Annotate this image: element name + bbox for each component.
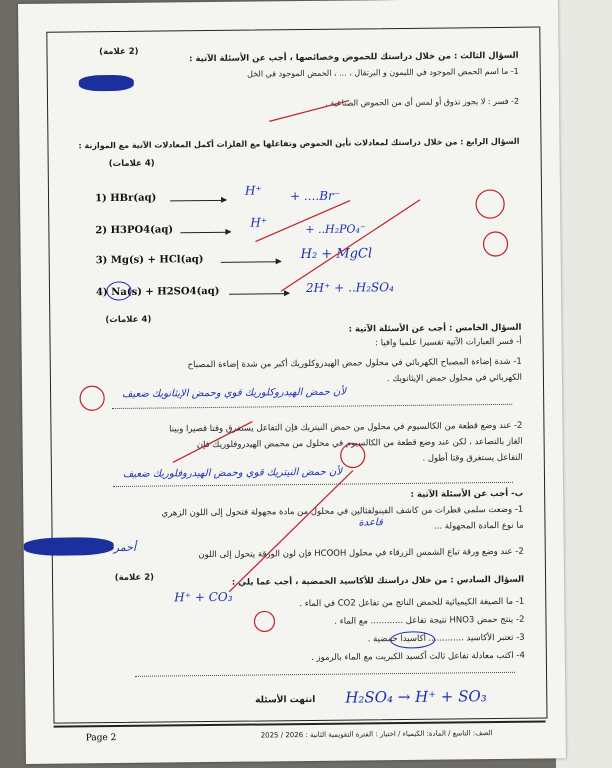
q5-a1-line2: الكهربائي في محلول حمض الإيثانويك . <box>386 372 522 385</box>
score-circle <box>341 443 365 467</box>
answer-3: H₂ + MgCl <box>300 246 373 263</box>
q5-b2: 2- عند وضع ورقة تباع الشمس الزرقاء في محلول HCOOH فإن لون الورقة يتحول إلى اللون <box>198 546 524 561</box>
red-check-marks <box>77 99 512 633</box>
score-circle <box>483 232 507 256</box>
q6-title: السؤال السادس : من خلال دراستك للأكاسيد الحمضية ، أجب عما يلي : <box>231 574 525 588</box>
answer-1b: + ....Br⁻ <box>289 188 341 204</box>
q4-marks: (4 علامات) <box>108 158 155 170</box>
q5-a2-line3: التفاعل يستغرق وقتا أطول . <box>422 452 523 464</box>
equation-2: 2) H3PO4(aq) <box>95 224 174 237</box>
q5-b1: 1- وضعت سلمى قطرات من كاشف الفينولفثالين في محلول من مادة مجهولة فتحول إلى اللون الزهري <box>161 504 524 519</box>
q3-title: السؤال الثالث : من خلال دراستك للحموض وخصائصها ، أجب عن الأسئلة الآتية : <box>189 50 519 65</box>
answer-b2: أحمر <box>113 540 137 555</box>
end-of-questions: انتهت الأسئلة <box>255 694 316 706</box>
answer-a2: لأن حمض النيتريك قوي وحمض الهيدروفلوريك ضعيف <box>122 466 343 480</box>
q5-title: السؤال الخامس : أجب عن الأسئلة الآتية : <box>348 322 522 335</box>
grading-marks <box>18 0 566 764</box>
equation-3: 3) Mg(s) + HCl(aq) <box>95 254 204 267</box>
red-check-mark <box>280 200 421 291</box>
blue-circles <box>107 277 566 651</box>
answer-2a: H⁺ <box>250 215 268 230</box>
red-check-mark <box>228 471 354 592</box>
q5-marks: (4 علامات) <box>105 314 152 326</box>
red-check-mark <box>172 422 252 463</box>
equation-1: 1) HBr(aq) <box>94 192 157 205</box>
answer-6-4: H₂SO₄ → H⁺ + SO₃ <box>345 687 487 707</box>
q6-marks: (2 علامة) <box>114 572 155 584</box>
q5-a2-line1: 2- عند وضع قطعة من الكالسيوم في محلول من حمض النيتريك فإن التفاعل يستغرق وقتا قصيرا وبينا <box>169 420 523 435</box>
red-check-mark <box>269 101 349 122</box>
q5-b-head: ب- أجب عن الأسئلة الآتية : <box>410 488 524 500</box>
red-check-mark <box>255 201 350 242</box>
score-circle <box>476 190 504 218</box>
q4-title: السؤال الرابع : من خلال دراستك لمعادلات تأين الحموض وتفاعلها مع الفلزات أكمل المعادلات الآتية مع الموازنة : <box>78 136 520 151</box>
page-number: Page 2 <box>85 733 117 744</box>
q6-item2: 2- ينتج حمض HNO3 نتيجة تفاعل ............ مع الماء . <box>334 614 525 627</box>
exam-page <box>18 0 566 764</box>
footer-header: الصف: التاسع / المادة: الكيمياء / اختبار : الفترة التقويمية الثانية : 2026 / 2025 <box>260 729 493 740</box>
answer-2b: + ..H₂PO₄⁻ <box>305 222 366 237</box>
q5-a1-line1: 1- شدة إضاءة المصباح الكهربائي في محلول حمض الهيدروكلوريك أكبر من شدة إضاءة المصباح <box>187 356 522 371</box>
score-circle <box>80 386 104 410</box>
answer-circle <box>107 282 131 300</box>
answer-6-1: H⁺ + CO₃ <box>174 589 233 605</box>
q5-b1-question: ما نوع المادة المجهولة ... <box>434 520 524 532</box>
q5-a-head: أ- فسر العبارات الآتية تفسيرا علميا وافيا : <box>375 336 522 349</box>
q3-item2: 2- فسر : لا يجوز تذوق أو لمس أي من الحموض الصناعية . <box>325 96 520 108</box>
answer-circle <box>391 632 435 648</box>
q6-item3: 3- تعتبر الأكاسيد ............. أكاسيدا حمضية . <box>367 632 525 645</box>
q5-a2-line2: الغاز بالتصاعد ، لكن عند وضع قطعة من الكالسيوم في محلول من محمض الهيدروفلوريك فإن <box>196 436 523 451</box>
equation-4: 4) Na(s) + H2SO4(aq) <box>95 285 220 299</box>
answer-1a: H⁺ <box>244 183 262 198</box>
answer-4: 2H⁺ + ..H₂SO₄ <box>305 280 394 295</box>
answer-b1: قاعدة <box>358 517 383 529</box>
q6-item4: 4- اكتب معادلة تفاعل ثالث أكسيد الكبريت مع الماء بالرموز . <box>310 650 525 663</box>
q3-item1: 1- ما اسم الحمض الموجود في الليمون و البرتقال ، ... ، الحمض الموجود في الخل <box>247 66 519 79</box>
answer-a1: لأن حمض الهيدروكلوريك قوي وحمض الإيثانويك ضعيف <box>122 386 347 400</box>
q3-marks: (2 علامة) <box>99 46 139 58</box>
score-circle <box>254 611 274 631</box>
q6-item1: 1- ما الصيغة الكيميائية للحمض الناتج من تفاعل CO2 في الماء . <box>299 596 525 610</box>
